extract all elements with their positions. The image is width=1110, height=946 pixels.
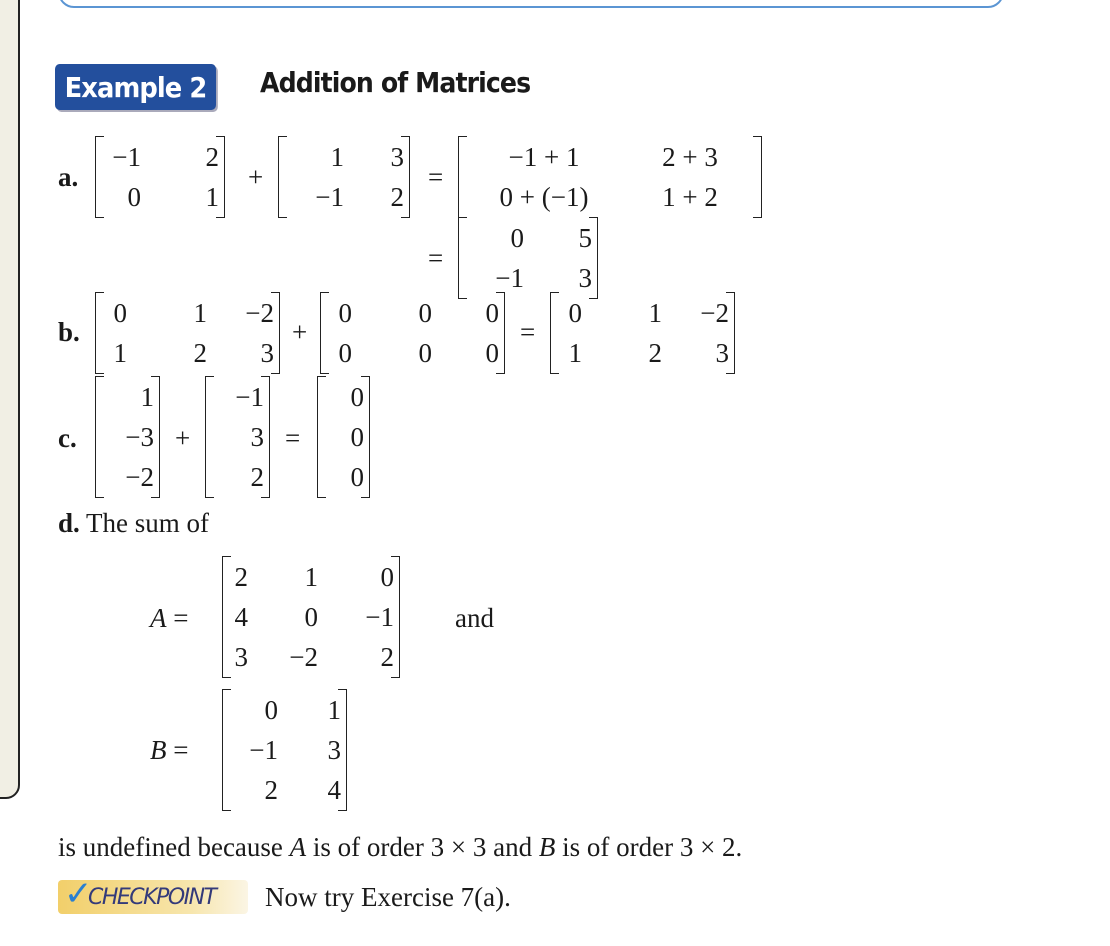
matrix-a-name: [150, 598, 188, 638]
matrix-entry: 3: [715, 338, 729, 368]
matrix-entry: 2: [205, 142, 219, 172]
matrix-entry: 0: [304, 602, 318, 632]
matrix-entry: −2: [245, 298, 274, 328]
part-d-intro: [58, 503, 209, 543]
plus: +: [292, 317, 308, 347]
matrix-entry: 0: [510, 223, 524, 253]
matrix-c-2: [205, 377, 270, 497]
matrix-entry: 3: [390, 142, 404, 172]
matrix-entry: −1: [495, 263, 524, 293]
matrix-entry: 3: [260, 338, 274, 368]
matrix-entry: 0: [127, 182, 141, 212]
equals: =: [428, 162, 444, 192]
part-c-label: c.: [58, 423, 77, 453]
matrix-entry: −1: [235, 382, 264, 412]
matrix-entry: 1 + 2: [662, 182, 718, 212]
matrix-entry: 0: [485, 338, 499, 368]
matrix-entry: −2: [289, 642, 318, 672]
var-b: B: [538, 832, 556, 862]
example-title: Addition of Matrices: [260, 66, 531, 99]
matrix-entry: 2 + 3: [662, 142, 718, 172]
matrix-entry: 0: [380, 562, 394, 592]
plus: +: [175, 423, 191, 453]
matrix-b-name: [150, 730, 188, 770]
matrix-c-3: [317, 377, 370, 497]
part-d-label: d.: [58, 508, 80, 538]
matrix-entry: 3: [234, 642, 248, 672]
matrix-entry: 0: [264, 695, 278, 725]
matrix-entry: −1 + 1: [508, 142, 580, 172]
matrix-entry: −1: [365, 602, 394, 632]
conclusion: [58, 827, 742, 867]
equals: =: [173, 603, 189, 633]
matrix-entry: 1: [648, 298, 662, 328]
matrix-entry: 0: [338, 298, 352, 328]
matrix-entry: 1: [140, 382, 154, 412]
matrix-entry: 0: [568, 298, 582, 328]
matrix-entry: 0: [418, 298, 432, 328]
matrix-entry: −1: [112, 142, 141, 172]
matrix-a-2: [278, 137, 410, 217]
matrix-entry: 1: [568, 338, 582, 368]
matrix-entry: 1: [327, 695, 341, 725]
matrix-a-4: [458, 218, 598, 298]
var-a: A: [289, 832, 307, 862]
matrix-a-1: [95, 137, 225, 217]
equals: =: [520, 317, 536, 347]
plus: +: [248, 162, 264, 192]
matrix-entry: 3: [250, 422, 264, 452]
matrix-entry: 0: [350, 382, 364, 412]
previous-box: [58, 0, 1004, 8]
matrix-entry: 3: [578, 263, 592, 293]
equals: =: [428, 243, 444, 273]
matrix-entry: −1: [249, 735, 278, 765]
checkmark-icon: ✓: [64, 874, 91, 914]
matrix-entry: 0: [418, 338, 432, 368]
matrix-entry: 0: [338, 338, 352, 368]
checkpoint-label: CHECKPOINT: [88, 884, 216, 910]
example-badge: Example 2: [55, 64, 216, 110]
matrix-entry: 1: [304, 562, 318, 592]
matrix-B: [222, 690, 347, 810]
part-a-label: a.: [58, 162, 79, 192]
matrix-entry: 1: [205, 182, 219, 212]
matrix-A: [222, 557, 400, 677]
var-a: A: [150, 603, 167, 633]
matrix-a-3: [458, 137, 762, 217]
matrix-entry: 4: [327, 775, 341, 805]
matrix-entry: −3: [125, 422, 154, 452]
matrix-entry: 2: [380, 642, 394, 672]
matrix-entry: 1: [113, 338, 127, 368]
var-b: B: [150, 735, 167, 765]
matrix-entry: 2: [193, 338, 207, 368]
matrix-entry: −2: [125, 462, 154, 492]
matrix-entry: −1: [315, 182, 344, 212]
matrix-b-2: [320, 293, 505, 373]
part-b-label: b.: [58, 317, 80, 347]
intro-text: The sum of: [86, 508, 210, 538]
matrix-entry: −2: [700, 298, 729, 328]
matrix-entry: 2: [264, 775, 278, 805]
matrix-b-1: [95, 293, 280, 373]
matrix-entry: 0: [350, 462, 364, 492]
matrix-entry: 0 + (−1): [499, 182, 589, 212]
matrix-entry: 0: [113, 298, 127, 328]
text: is of order 3 × 3 and: [306, 832, 539, 862]
matrix-c-1: [95, 377, 160, 497]
side-panel: [0, 0, 20, 799]
equals: =: [173, 735, 189, 765]
matrix-entry: 2: [234, 562, 248, 592]
text: is undefined because: [58, 832, 290, 862]
checkpoint-logo: [58, 874, 248, 914]
matrix-entry: 2: [648, 338, 662, 368]
matrix-entry: 3: [327, 735, 341, 765]
matrix-entry: 0: [350, 422, 364, 452]
matrix-entry: 0: [485, 298, 499, 328]
matrix-b-3: [550, 293, 735, 373]
checkpoint-text[interactable]: Now try Exercise 7(a).: [265, 882, 511, 912]
matrix-entry: 4: [234, 602, 248, 632]
text: is of order 3 × 2.: [555, 832, 743, 862]
matrix-entry: 2: [250, 462, 264, 492]
matrix-entry: 5: [578, 223, 592, 253]
matrix-entry: 2: [390, 182, 404, 212]
and-text: and: [455, 603, 494, 633]
equals: =: [285, 423, 301, 453]
matrix-entry: 1: [330, 142, 344, 172]
matrix-entry: 1: [193, 298, 207, 328]
